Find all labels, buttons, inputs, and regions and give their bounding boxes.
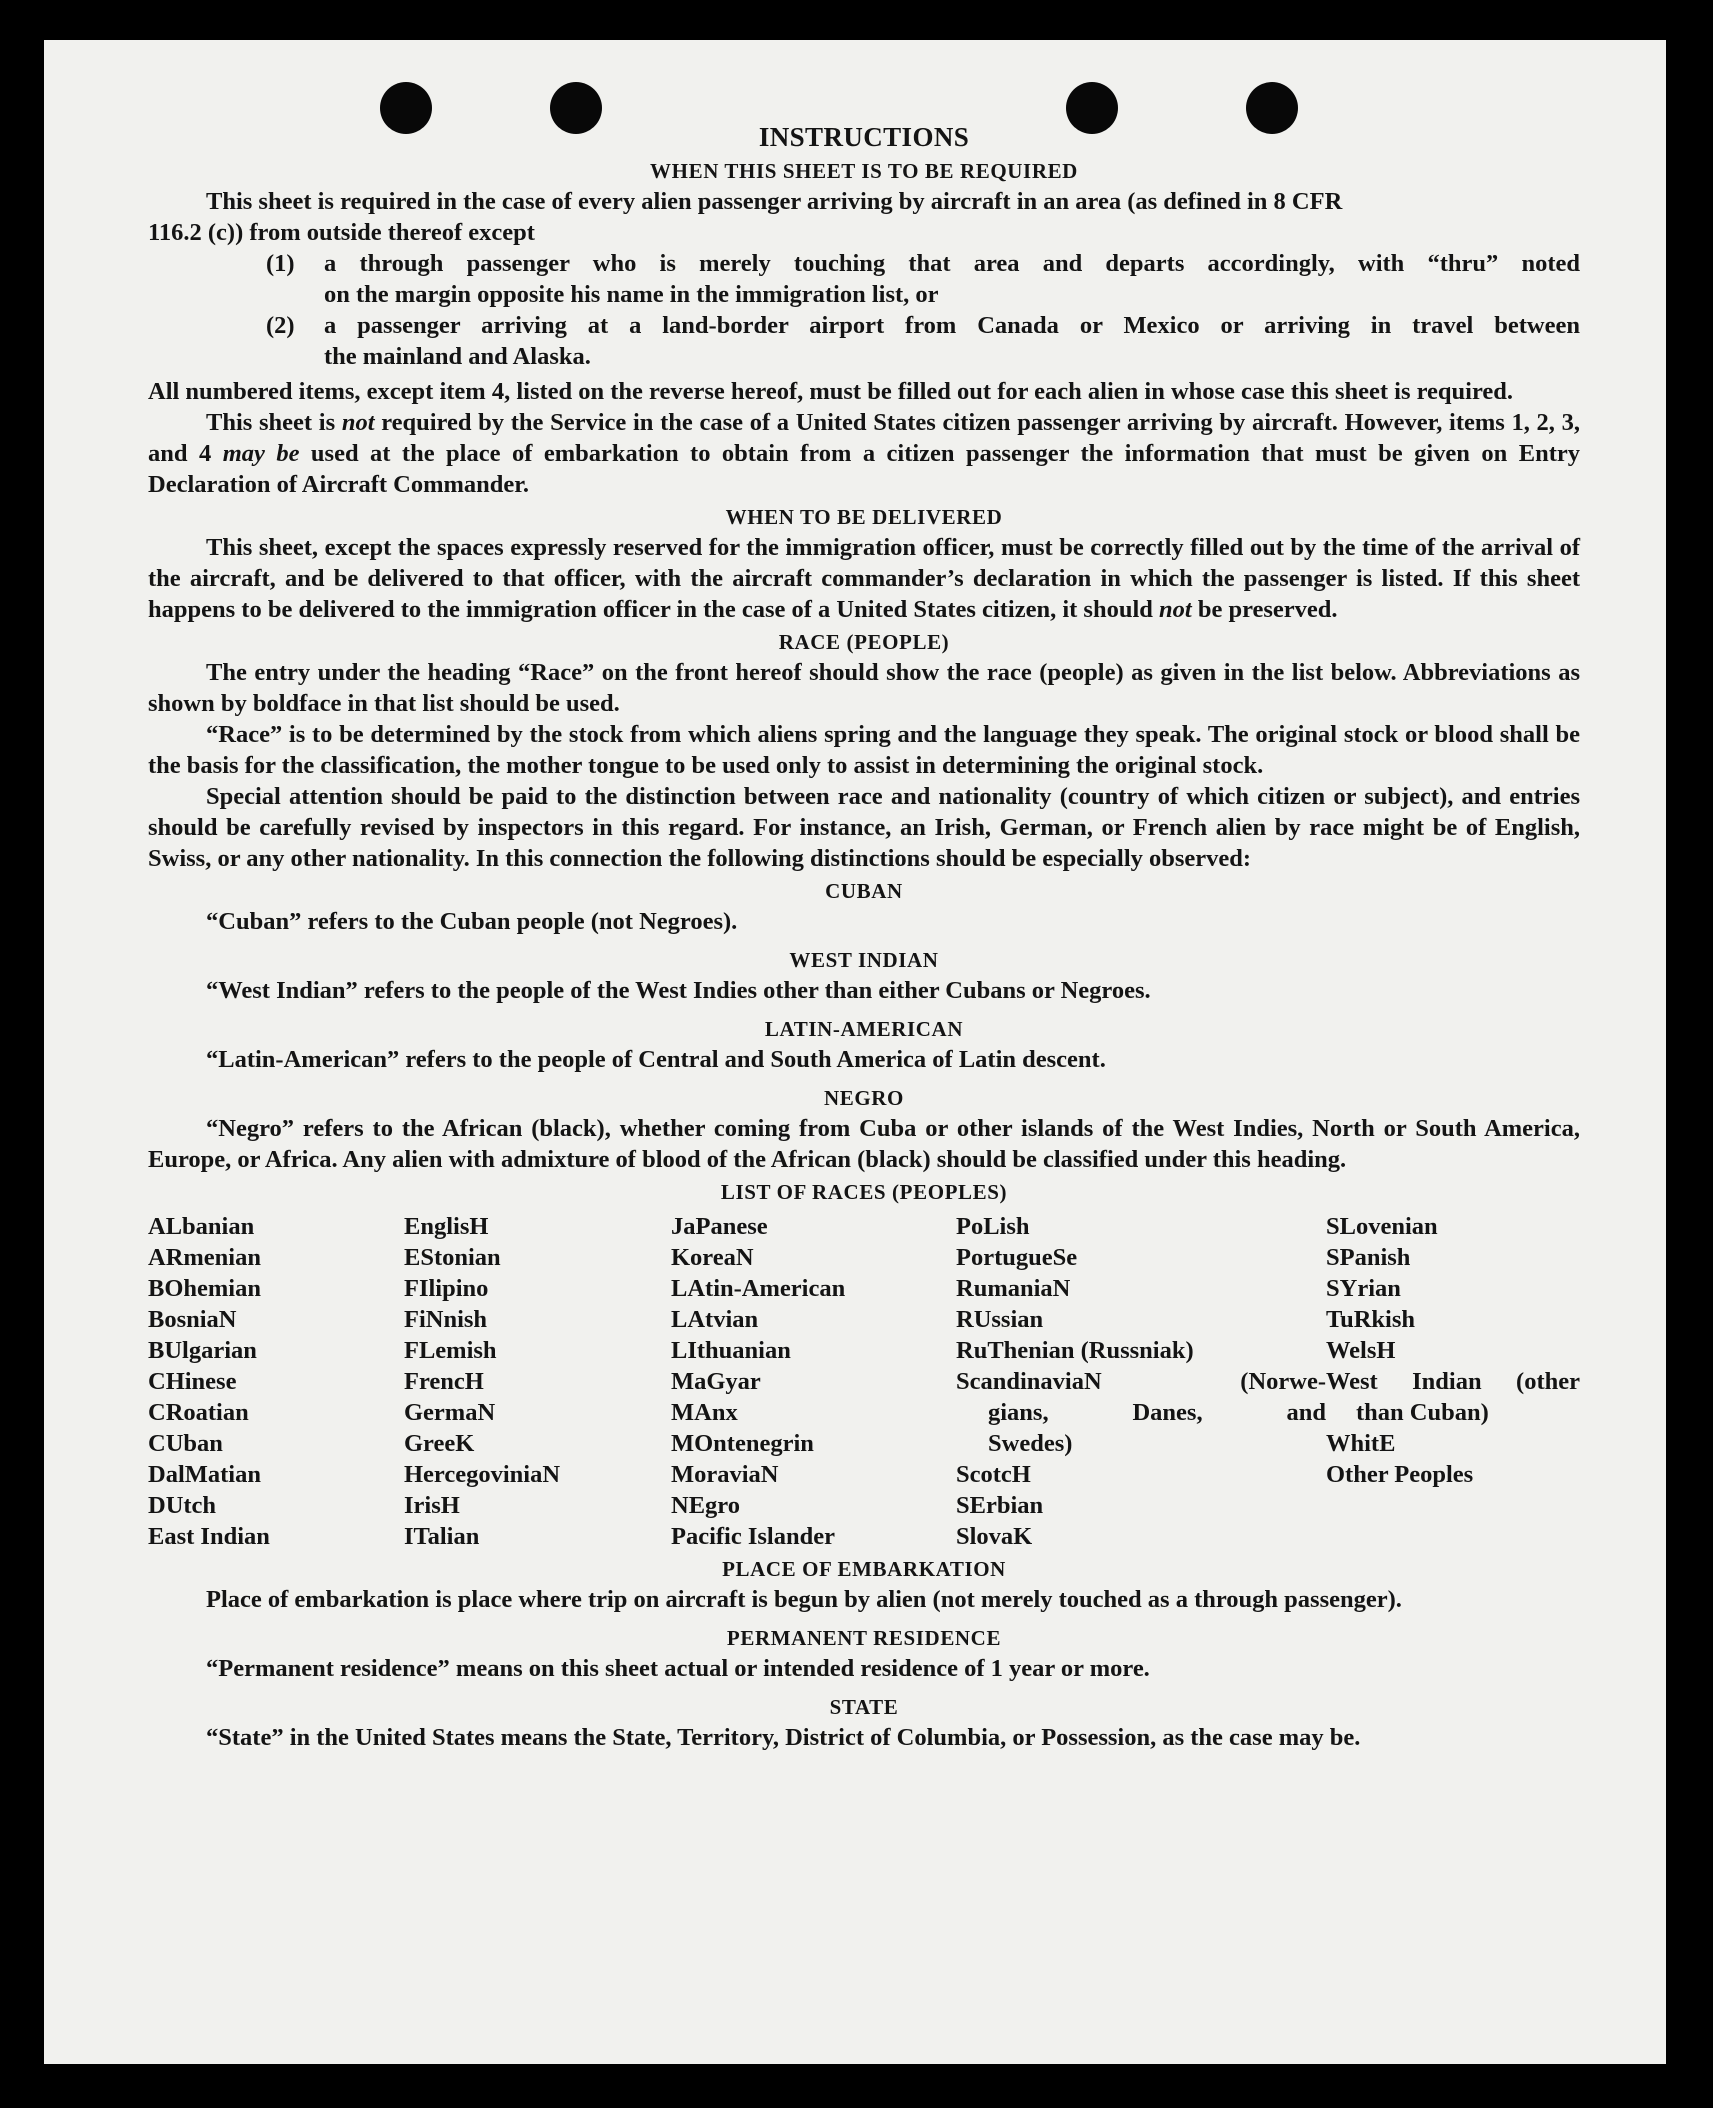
race-item: Other Peoples: [1326, 1461, 1474, 1488]
races-column-4: [956, 1211, 1326, 1552]
race-item: MaGyar: [671, 1368, 761, 1395]
race-item: LIthuanian: [671, 1337, 791, 1364]
state-text: “State” in the United States means the State, Territory, District of Columbia, or Possession, as the case may be.: [206, 1724, 1361, 1751]
race-item: HercegoviniaN: [404, 1461, 561, 1488]
race-item: FiNnish: [404, 1306, 488, 1333]
race-item: PortugueSe: [956, 1244, 1078, 1271]
instructions-content: [148, 120, 1580, 1753]
race-item: DalMatian: [148, 1461, 261, 1488]
cuban-text: “Cuban” refers to the Cuban people (not Negroes).: [206, 908, 738, 935]
heading-negro: NEGRO: [823, 1086, 904, 1110]
heading-state: STATE: [829, 1695, 899, 1719]
item-number: (1): [266, 250, 295, 277]
delivered-paragraph: This sheet, except the spaces expressly reserved for the immigration officer, must be correctly filled out by the time of the arrival of the aircraft, and be delivered to that officer, with the aircraft commander’s declaration in which the passenger is listed. If this sheet happens to be delivered to the immigration officer in the case of a United States citizen, it should not be preserved.: [148, 534, 1580, 623]
races-column-1: [148, 1211, 404, 1552]
race-item: JaPanese: [671, 1213, 768, 1240]
race-item: RumaniaN: [956, 1275, 1071, 1302]
item-text: the mainland and Alaska.: [324, 343, 591, 370]
race-item: ALbanian: [148, 1213, 255, 1240]
exception-item-2: [266, 310, 1580, 372]
section-heading-race: RACE (PEOPLE): [778, 630, 950, 654]
race-item: FLemish: [404, 1337, 497, 1364]
heading-permanent-residence: PERMANENT RESIDENCE: [726, 1626, 1002, 1650]
heading-latin-american: LATIN-AMERICAN: [764, 1017, 964, 1041]
race-item: MAnx: [671, 1399, 738, 1426]
race-item: MOntenegrin: [671, 1430, 814, 1457]
race-item-west-indian: West Indian (other: [1326, 1368, 1580, 1395]
race-item: FIlipino: [404, 1275, 489, 1302]
heading-west-indian: WEST INDIAN: [789, 948, 939, 972]
race-item: CUban: [148, 1430, 223, 1457]
race-item: KoreaN: [671, 1244, 754, 1271]
race-item-scandinavian: ScandinaviaN (Norwe-: [956, 1368, 1326, 1395]
heading-list-of-races: LIST OF RACES (PEOPLES): [720, 1180, 1008, 1204]
race-item: LAtin-American: [671, 1275, 846, 1302]
race-item: LAtvian: [671, 1306, 759, 1333]
item-text: a through passenger who is merely touching that area and departs accordingly, with “thru” noted: [324, 250, 1580, 277]
race-item: GreeK: [404, 1430, 475, 1457]
race-item: ARmenian: [148, 1244, 261, 1271]
section-heading-required: WHEN THIS SHEET IS TO BE REQUIRED: [650, 159, 1078, 183]
race-item: FrencH: [404, 1368, 484, 1395]
race-item-scandinavian-end: Swedes): [988, 1430, 1073, 1457]
race-item: TuRkish: [1326, 1306, 1416, 1333]
race-item: SErbian: [956, 1492, 1044, 1519]
race-paragraph-2: “Race” is to be determined by the stock from which aliens spring and the language they speak. The original stock or blood shall be the basis for the classification, the mother tongue to be used only to assist in determining the original stock.: [148, 721, 1580, 779]
race-item: DUtch: [148, 1492, 217, 1519]
race-item: NEgro: [671, 1492, 740, 1519]
race-item: RuThenian (Russniak): [956, 1337, 1194, 1364]
race-paragraph-1: The entry under the heading “Race” on the front hereof should show the race (people) as given in the list below. Abbreviations as shown by boldface in that list should be used.: [148, 659, 1580, 717]
races-column-2: [404, 1211, 671, 1552]
latin-american-text: “Latin-American” refers to the people of Central and South America of Latin descent.: [206, 1046, 1106, 1073]
item-number: (2): [266, 312, 295, 339]
races-list: [148, 1211, 1580, 1552]
required-line-2: 116.2 (c)) from outside thereof except: [148, 219, 535, 246]
race-item: BosniaN: [148, 1306, 237, 1333]
race-item: BOhemian: [148, 1275, 261, 1302]
race-item: GermaN: [404, 1399, 496, 1426]
race-item: SLovenian: [1326, 1213, 1438, 1240]
race-item: RUssian: [956, 1306, 1044, 1333]
race-item: SYrian: [1326, 1275, 1401, 1302]
item-text: a passenger arriving at a land-border airport from Canada or Mexico or arriving in travel between: [324, 312, 1580, 339]
race-item: SlovaK: [956, 1523, 1033, 1550]
heading-place-of-embarkation: PLACE OF EMBARKATION: [722, 1557, 1006, 1581]
race-item: CRoatian: [148, 1399, 249, 1426]
race-item: IrisH: [404, 1492, 460, 1519]
exception-item-1: [266, 248, 1580, 310]
required-line-1: This sheet is required in the case of every alien passenger arriving by aircraft in an area (as defined in 8 CFR: [206, 188, 1343, 215]
race-item-scandinavian-cont: gians, Danes, and: [988, 1399, 1326, 1426]
race-item: WhitE: [1326, 1430, 1396, 1457]
race-paragraph-3: Special attention should be paid to the distinction between race and nationality (country of which citizen or subject), and entries should be carefully revised by inspectors in this regard. For instance, an Irish, German, or French alien by race might be of English, Swiss, or any other nationality. In this connection the following distinctions should be especially observed:: [148, 783, 1580, 872]
race-item: East Indian: [148, 1523, 270, 1550]
negro-text: “Negro” refers to the African (black), whether coming from Cuba or other islands of the West Indies, North or South America, Europe, or Africa. Any alien with admixture of blood of the African (black) should be classified under this heading.: [148, 1115, 1580, 1173]
race-item: MoraviaN: [671, 1461, 779, 1488]
races-column-5: [1326, 1211, 1580, 1552]
embarkation-text: Place of embarkation is place where trip on aircraft is begun by alien (not merely touched as a through passenger).: [206, 1586, 1402, 1613]
race-item: ITalian: [404, 1523, 480, 1550]
race-item: SPanish: [1326, 1244, 1411, 1271]
race-item: CHinese: [148, 1368, 237, 1395]
numbered-items-paragraph: All numbered items, except item 4, listed on the reverse hereof, must be filled out for each alien in whose case this sheet is required.: [148, 378, 1514, 405]
citizen-paragraph: This sheet is not required by the Service in the case of a United States citizen passenger arriving by aircraft. However, items 1, 2, 3, and 4 may be used at the place of embarkation to obtain from a citizen passenger the information that must be given on Entry Declaration of Aircraft Commander.: [148, 409, 1581, 498]
race-item-west-indian-cont: than Cuban): [1356, 1399, 1489, 1426]
heading-cuban: CUBAN: [825, 879, 903, 903]
residence-text: “Permanent residence” means on this sheet actual or intended residence of 1 year or more.: [206, 1655, 1150, 1682]
item-text: on the margin opposite his name in the immigration list, or: [324, 281, 939, 308]
race-item: PoLish: [956, 1213, 1030, 1240]
race-item: EStonian: [404, 1244, 501, 1271]
race-item: Pacific Islander: [671, 1523, 835, 1550]
page-title: INSTRUCTIONS: [758, 122, 970, 152]
race-item: EnglisH: [404, 1213, 489, 1240]
race-item: WelsH: [1326, 1337, 1396, 1364]
races-column-3: [671, 1211, 956, 1552]
document-page: [44, 40, 1666, 2064]
section-heading-delivered: WHEN TO BE DELIVERED: [725, 505, 1003, 529]
race-item: ScotcH: [956, 1461, 1031, 1488]
race-item: BUlgarian: [148, 1337, 257, 1364]
west-indian-text: “West Indian” refers to the people of the West Indies other than either Cubans or Negroes.: [206, 977, 1151, 1004]
